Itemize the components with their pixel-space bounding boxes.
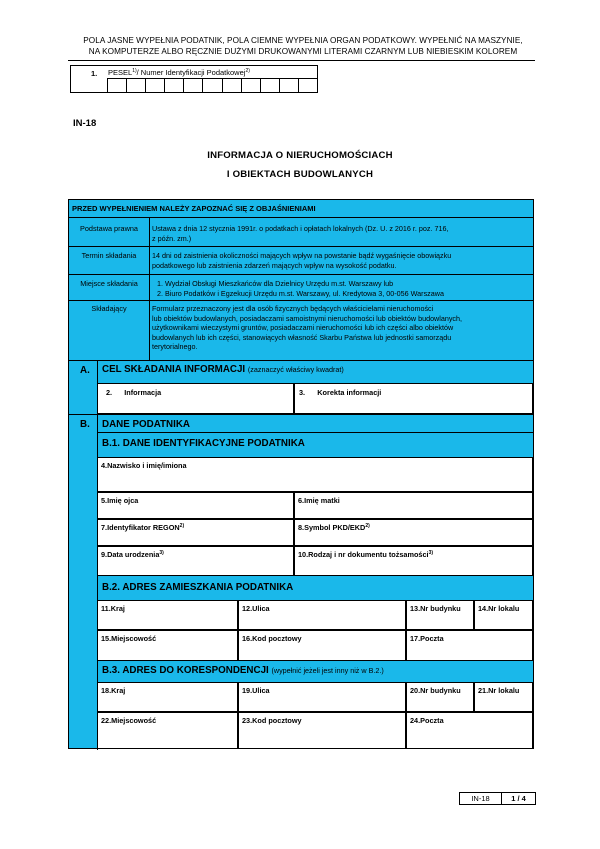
option-3-label: Korekta informacji [317, 388, 382, 397]
field-koresp-poczta[interactable]: 24.Poczta [406, 712, 533, 749]
field-regon[interactable] [97, 519, 294, 546]
section-b3-title-text: B.3. ADRES DO KORESPONDENCJI [102, 665, 269, 676]
field-pkd[interactable] [294, 519, 533, 546]
info-text-miejsce [157, 279, 533, 298]
info-line: Ustawa z dnia 12 stycznia 1991r. o podatkach i opłatach lokalnych (Dz. U. z 2016 r. poz. 716, [152, 224, 449, 233]
info-line: budowlanych lub ich części, stanowiących własność Skarbu Państwa lub jednostki samorządu [152, 332, 452, 342]
pesel-digit-cell[interactable] [126, 79, 145, 92]
pesel-digit-cell[interactable] [260, 79, 279, 92]
option-2-label: Informacja [124, 388, 162, 397]
field-nazwisko[interactable]: 4.Nazwisko i imię/imiona [97, 457, 533, 492]
field-pkd-sup: 2) [365, 523, 370, 529]
info-separator [69, 246, 533, 247]
field-data-urodzenia-label: 9.Data urodzenia [101, 550, 160, 559]
section-b-letter: B. [80, 419, 90, 430]
footer-page-number: 1 / 4 [511, 794, 526, 803]
info-text-skladajacy [152, 304, 528, 352]
pesel-digit-cell[interactable] [107, 79, 126, 92]
info-column-divider [149, 218, 150, 360]
field-kraj[interactable]: 11.Kraj [97, 600, 238, 630]
pesel-digit-cells[interactable] [107, 78, 317, 92]
section-a-title [102, 364, 344, 375]
footer-form-code: IN-18 [460, 793, 502, 804]
section-a-letter: A. [80, 365, 90, 376]
field-data-urodzenia[interactable] [97, 546, 294, 576]
pesel-label-b: / Numer Identyfikacji Podatkowej [136, 68, 246, 77]
field-koresp-nr-lokalu[interactable]: 21.Nr lokalu [474, 682, 533, 712]
option-informacja[interactable] [97, 383, 294, 414]
info-label-termin: Termin składania [81, 251, 137, 260]
info-line: użytkownikami wieczystymi gruntów, posiadaczami nieruchomości lub ich części albo obiektów [152, 323, 454, 332]
info-label-podstawa: Podstawa prawna [79, 224, 138, 233]
field-kod-pocztowy[interactable]: 16.Kod pocztowy [238, 630, 406, 661]
field-dokument-sup: 3) [428, 550, 434, 556]
info-line: lub obiektów budowlanych, posiadaczami samoistnymi nieruchomości lub obiektów budowlanych, [152, 313, 463, 323]
field-nr-budynku[interactable]: 13.Nr budynku [406, 600, 474, 630]
field-koresp-nr-budynku[interactable]: 20.Nr budynku [406, 682, 474, 712]
info-separator [69, 300, 533, 301]
field-dokument[interactable] [294, 546, 533, 576]
field-regon-label: 7.Identyfikator REGON [101, 523, 180, 532]
field-pkd-label: 8.Symbol PKD/EKD [298, 523, 366, 532]
subsection-separator [97, 432, 533, 433]
info-line: 2. Biuro Podatków i Egzekucji Urzędu m.st. Warszawy, ul. Kredytowa 3, 00-056 Warszawa [157, 288, 444, 298]
section-b2-title: B.2. ADRES ZAMIESZKANIA PODATNIKA [102, 582, 294, 593]
field-ulica[interactable]: 12.Ulica [238, 600, 406, 630]
pesel-digit-cell[interactable] [298, 79, 317, 92]
info-line: 14 dni od zaistnienia okoliczności mających wpływ na powstanie bądź wygaśnięcie obowiązku [152, 251, 452, 260]
pesel-digit-cell[interactable] [145, 79, 164, 92]
section-b-title: DANE PODATNIKA [102, 419, 190, 430]
field-dokument-label: 10.Rodzaj i nr dokumentu tożsamości [298, 550, 429, 559]
info-label-miejsce: Miejsce składania [80, 279, 138, 288]
field-miejscowosc[interactable]: 15.Miejscowość [97, 630, 238, 661]
option-korekta[interactable] [294, 383, 533, 414]
field-imie-ojca[interactable]: 5.Imię ojca [97, 492, 294, 519]
pesel-sup-a: 1) [132, 68, 137, 74]
info-text-termin [152, 251, 528, 270]
field-koresp-kod-pocztowy[interactable]: 23.Kod pocztowy [238, 712, 406, 749]
section-b3-note: (wypełnić jeżeli jest inny niż w B.2.) [271, 666, 384, 675]
field-imie-matki[interactable]: 6.Imię matki [294, 492, 533, 519]
section-a-note: (zaznaczyć właściwy kwadrat) [247, 365, 344, 374]
pesel-sup-b: 2) [245, 68, 250, 74]
pesel-box [70, 65, 318, 93]
form-title-line-2: I OBIEKTACH BUDOWLANYCH [226, 169, 374, 180]
info-line: 1. Wydział Obsługi Mieszkańców dla Dzielnicy Urzędu m.st. Warszawy lub [157, 279, 394, 288]
field-regon-sup: 2) [179, 523, 185, 529]
section-a-title-text: CEL SKŁADANIA INFORMACJI [102, 364, 246, 375]
pesel-digit-cell[interactable] [241, 79, 260, 92]
option-3-number: 3. [299, 388, 306, 397]
section-b3-title [102, 665, 384, 676]
instructions-line-2: NA KOMPUTERZE ALBO RĘCZNIE DUŻYMI DRUKOWANYMI LITERAMI CZARNYM LUB NIEBIESKIM KOLOREM [88, 47, 518, 56]
pesel-digit-cell[interactable] [202, 79, 221, 92]
field-koresp-kraj[interactable]: 18.Kraj [97, 682, 238, 712]
fill-instructions [68, 35, 538, 57]
info-line: podatkowego lub zaistnienia zdarzeń mających wpływ na wysokość podatku. [152, 260, 397, 270]
info-separator [69, 274, 533, 275]
section-separator [69, 414, 533, 415]
objasnienia-notice: PRZED WYPEŁNIENIEM NALEŻY ZAPOZNAĆ SIĘ Z OBJAŚNIENIAMI [69, 200, 533, 218]
info-label-skladajacy: Składający [91, 304, 127, 313]
form-code: IN-18 [73, 118, 97, 129]
instructions-line-1: POLA JASNE WYPEŁNIA PODATNIK, POLA CIEMNE WYPEŁNIA ORGAN PODATKOWY. WYPEŁNIĆ NA MASZYNIE, [83, 36, 523, 45]
pesel-field-number: 1. [91, 69, 98, 78]
option-2-number: 2. [106, 388, 113, 397]
info-text-podstawa [152, 224, 528, 243]
page-indicator [459, 792, 536, 805]
info-line: terytorialnego. [152, 342, 198, 351]
info-line: z późn. zm.) [152, 233, 192, 243]
pesel-digit-cell[interactable] [183, 79, 202, 92]
section-b1-title: B.1. DANE IDENTYFIKACYJNE PODATNIKA [102, 438, 305, 449]
info-line: Formularz przeznaczony jest dla osób fizycznych będących właścicielami nieruchomości [152, 304, 434, 313]
field-poczta[interactable]: 17.Poczta [406, 630, 533, 661]
field-nr-lokalu[interactable]: 14.Nr lokalu [474, 600, 533, 630]
pesel-digit-cell[interactable] [279, 79, 298, 92]
pesel-digit-cell[interactable] [164, 79, 183, 92]
pesel-digit-cell[interactable] [222, 79, 241, 92]
form-title-line-1: INFORMACJA O NIERUCHOMOŚCIACH [207, 150, 393, 161]
field-koresp-miejscowosc[interactable]: 22.Miejscowość [97, 712, 238, 749]
field-data-urodzenia-sup: 3) [159, 550, 164, 556]
pesel-label [108, 68, 250, 77]
top-divider [68, 60, 535, 61]
section-separator [69, 360, 533, 361]
pesel-label-a: PESEL [108, 68, 133, 77]
field-koresp-ulica[interactable]: 19.Ulica [238, 682, 406, 712]
form-body [68, 199, 534, 749]
